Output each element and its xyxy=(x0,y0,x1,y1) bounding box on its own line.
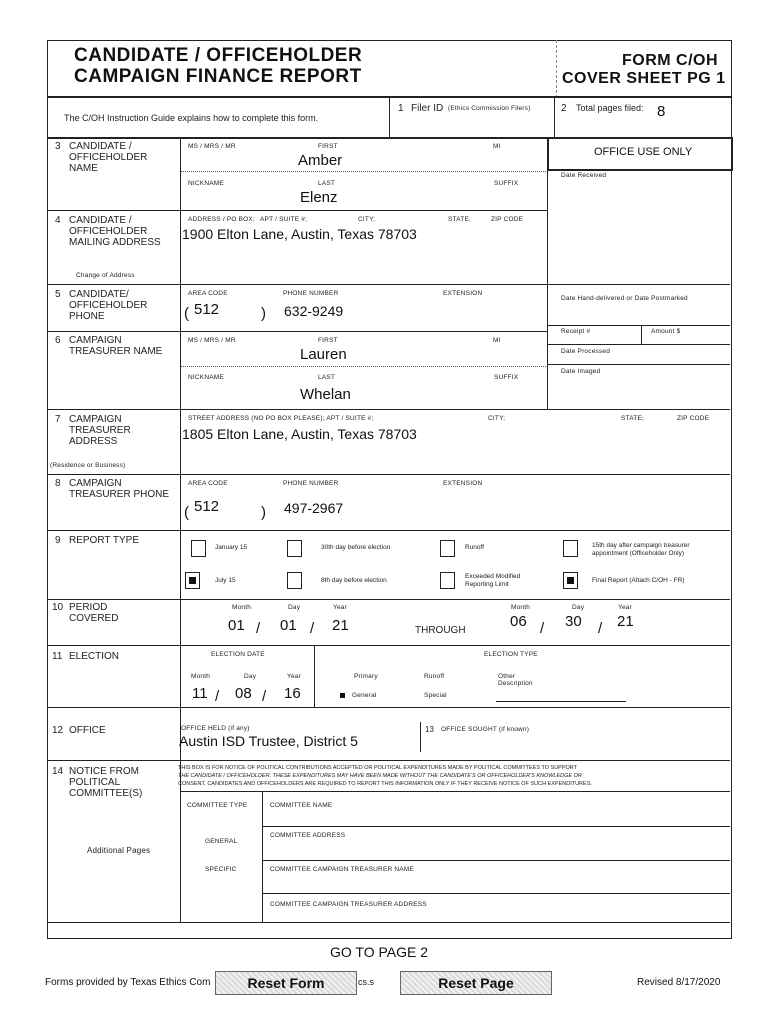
section-8-number: 8 xyxy=(55,478,61,489)
report-type-checkbox-0[interactable] xyxy=(191,540,206,557)
notice-line-2: THE CANDIDATE / OFFICEHOLDER. THESE EXPENDITURES MAY HAVE BEEN MADE WITHOUT THE CANDIDATE'S OR OFFICEHOLDER'S KNOWLEDGE OR xyxy=(178,773,582,779)
treas-first-name[interactable]: Lauren xyxy=(300,346,347,363)
cand-extension-label: EXTENSION xyxy=(443,290,483,297)
cand-mi-label: MI xyxy=(493,143,501,150)
cand-phone-label: PHONE NUMBER xyxy=(283,290,339,297)
election-sep-1: / xyxy=(215,688,220,705)
filer-id-number: 1 xyxy=(398,103,404,114)
report-type-checkbox-6[interactable] xyxy=(440,572,455,589)
election-sep-2: / xyxy=(262,688,267,705)
from-day[interactable]: 01 xyxy=(280,617,297,634)
report-type-checkbox-7[interactable] xyxy=(563,572,578,589)
section-9-number: 9 xyxy=(55,535,61,546)
treas-prefix-label: MS / MRS / MR xyxy=(188,337,236,344)
treas-suffix-label: SUFFIX xyxy=(494,374,519,381)
report-type-checkbox-1[interactable] xyxy=(287,540,302,557)
notice-line-3: CONSENT. CANDIDATES AND OFFICEHOLDERS ARE REQUIRED TO REPORT THIS INFORMATION ONLY IF THEY RECEIVE NOTICE OF SUCH EXPENDITURES. xyxy=(178,781,592,787)
committee-address-label: COMMITTEE ADDRESS xyxy=(270,832,346,839)
treas-zip-label: ZIP CODE xyxy=(677,415,710,422)
to-month-label: Month xyxy=(511,604,531,611)
office-use-title: OFFICE USE ONLY xyxy=(594,146,693,158)
additional-pages: Additional Pages xyxy=(87,846,151,855)
office-date-received: Date Received xyxy=(561,172,607,179)
cand-apt-label: APT / SUITE #; xyxy=(260,216,308,223)
from-month[interactable]: 01 xyxy=(228,617,245,634)
cand-mailing-address[interactable]: 1900 Elton Lane, Austin, Texas 78703 xyxy=(182,226,417,242)
from-month-label: Month xyxy=(232,604,252,611)
committee-type-label: COMMITTEE TYPE xyxy=(187,802,248,809)
cand-last-label: LAST xyxy=(318,180,336,187)
section-6-number: 6 xyxy=(55,335,61,346)
treas-phone-number[interactable]: 497-2967 xyxy=(284,500,344,516)
to-sep-2: / xyxy=(598,620,603,637)
section-10-number: 10 xyxy=(52,602,64,613)
section-7-number: 7 xyxy=(55,414,61,425)
treas-address[interactable]: 1805 Elton Lane, Austin, Texas 78703 xyxy=(182,426,417,442)
election-other[interactable]: Other xyxy=(498,673,516,680)
to-day[interactable]: 30 xyxy=(565,613,582,630)
go-to-page-2[interactable]: GO TO PAGE 2 xyxy=(330,944,429,960)
filer-id-label: Filer ID xyxy=(411,103,444,114)
section-10-label: PERIOD COVERED xyxy=(69,602,119,624)
report-type-label-5: 8th day before election xyxy=(321,577,387,584)
committee-specific[interactable]: SPECIFIC xyxy=(205,866,237,873)
general-checkbox-filled[interactable] xyxy=(340,693,345,698)
report-type-label-2: Runoff xyxy=(465,544,485,551)
change-of-address[interactable]: Change of Address xyxy=(76,272,135,279)
section-3-label: CANDIDATE / OFFICEHOLDER NAME xyxy=(69,141,148,174)
report-type-checkbox-5[interactable] xyxy=(287,572,302,589)
report-type-label-4: July 15 xyxy=(215,577,236,584)
filer-id-input[interactable] xyxy=(400,118,548,134)
section-12-label: OFFICE xyxy=(69,725,106,736)
to-year[interactable]: 21 xyxy=(617,613,634,630)
from-day-label: Day xyxy=(288,604,301,611)
committee-treasurer-address-label: COMMITTEE CAMPAIGN TREASURER ADDRESS xyxy=(270,901,427,908)
cand-city-label: CITY; xyxy=(358,216,376,223)
report-type-checkbox-2[interactable] xyxy=(440,540,455,557)
election-primary[interactable]: Primary xyxy=(354,673,378,680)
section-14-number: 14 xyxy=(52,766,64,777)
committee-general[interactable]: GENERAL xyxy=(205,838,238,845)
office-date-processed: Date Processed xyxy=(561,348,611,355)
office-amount: Amount $ xyxy=(651,328,681,335)
treas-area-code[interactable]: 512 xyxy=(194,498,220,515)
committee-name-label: COMMITTEE NAME xyxy=(270,802,333,809)
report-type-label-3: 15th day after campaign treasurer appointment (Officeholder Only) xyxy=(592,542,690,557)
section-9-label: REPORT TYPE xyxy=(69,535,140,546)
treas-city-label: CITY; xyxy=(488,415,506,422)
treas-street-label: STREET ADDRESS (NO PO BOX PLEASE); APT / SUITE #; xyxy=(188,415,374,422)
office-held[interactable]: Austin ISD Trustee, District 5 xyxy=(179,733,358,749)
report-type-checkbox-3[interactable] xyxy=(563,540,578,557)
from-sep-2: / xyxy=(310,620,315,637)
section-13-number: 13 xyxy=(425,725,434,734)
instruction-text: The C/OH Instruction Guide explains how to complete this form. xyxy=(64,113,319,123)
treas-area-code-close: ) xyxy=(261,504,266,521)
election-general: General xyxy=(352,692,377,699)
form-title-line1: CANDIDATE / OFFICEHOLDER xyxy=(74,45,363,66)
form-page: COVER SHEET PG 1 xyxy=(562,70,726,87)
office-held-label: OFFICE HELD (if any) xyxy=(181,725,250,732)
office-date-imaged: Date Imaged xyxy=(561,368,601,375)
office-date-hand-delivered: Date Hand-delivered or Date Postmarked xyxy=(561,295,688,302)
treas-state-label: STATE; xyxy=(621,415,644,422)
cand-first-label: FIRST xyxy=(318,143,338,150)
from-year-label: Year xyxy=(333,604,347,611)
section-5-number: 5 xyxy=(55,289,61,300)
section-14-label: NOTICE FROM POLITICAL COMMITTEE(S) xyxy=(69,766,143,799)
report-type-label-1: 30th day before election xyxy=(321,544,391,551)
cand-area-code-label: AREA CODE xyxy=(188,290,228,297)
election-date-label: ELECTION DATE xyxy=(211,651,265,658)
revised-date: Revised 8/17/2020 xyxy=(637,977,721,988)
cand-suffix-label: SUFFIX xyxy=(494,180,519,187)
total-pages-number: 2 xyxy=(561,103,567,114)
office-sought-label: OFFICE SOUGHT (if known) xyxy=(441,726,530,733)
section-4-number: 4 xyxy=(55,215,61,226)
from-sep-1: / xyxy=(256,620,261,637)
section-4-label: CANDIDATE / OFFICEHOLDER MAILING ADDRESS xyxy=(69,215,161,248)
committee-treasurer-name-label: COMMITTEE CAMPAIGN TREASURER NAME xyxy=(270,866,414,873)
section-11-label: ELECTION xyxy=(69,651,120,662)
treas-area-code-label: AREA CODE xyxy=(188,480,228,487)
reset-form-button[interactable]: Reset Form xyxy=(215,971,357,995)
election-runoff[interactable]: Runoff xyxy=(424,673,445,680)
to-sep-1: / xyxy=(540,620,545,637)
cand-address-label: ADDRESS / PO BOX; xyxy=(188,216,255,223)
office-sought-input[interactable] xyxy=(425,735,725,751)
cand-state-label: STATE; xyxy=(448,216,471,223)
filer-id-note: (Ethics Commission Filers) xyxy=(448,105,531,112)
section-11-number: 11 xyxy=(52,651,63,662)
to-month[interactable]: 06 xyxy=(510,613,527,630)
treas-last-label: LAST xyxy=(318,374,336,381)
treas-last-name[interactable]: Whelan xyxy=(300,386,351,403)
footer-cs-text: cs.s xyxy=(358,977,375,987)
cand-area-code[interactable]: 512 xyxy=(194,301,220,318)
report-type-label-6: Exceeded Modified Reporting Limit xyxy=(465,573,521,588)
report-type-label-7: Final Report (Attach C/OH - FR) xyxy=(592,577,685,584)
form-title-line2: CAMPAIGN FINANCE REPORT xyxy=(74,66,362,87)
election-month-label: Month xyxy=(191,673,211,680)
treas-phone-label: PHONE NUMBER xyxy=(283,480,339,487)
cand-nickname-label: NICKNAME xyxy=(188,180,224,187)
section-7-note: (Residence or Business) xyxy=(50,462,126,469)
section-5-label: CANDIDATE/ OFFICEHOLDER PHONE xyxy=(69,289,148,322)
treas-nickname-label: NICKNAME xyxy=(188,374,224,381)
cand-zip-label: ZIP CODE xyxy=(491,216,524,223)
election-type-label: ELECTION TYPE xyxy=(484,651,538,658)
cand-area-code-close: ) xyxy=(261,305,266,322)
cand-last-name[interactable]: Elenz xyxy=(300,189,338,206)
section-3-number: 3 xyxy=(55,141,61,152)
section-8-label: CAMPAIGN TREASURER PHONE xyxy=(69,478,170,500)
total-pages-value[interactable]: 8 xyxy=(657,103,666,120)
section-6-label: CAMPAIGN TREASURER NAME xyxy=(69,335,163,357)
through-label: THROUGH xyxy=(415,625,466,636)
election-year[interactable]: 16 xyxy=(284,685,301,702)
treas-first-label: FIRST xyxy=(318,337,338,344)
section-12-number: 12 xyxy=(52,725,64,736)
cand-first-name[interactable]: Amber xyxy=(298,152,343,169)
cand-prefix-label: MS / MRS / MR xyxy=(188,143,236,150)
report-type-checkbox-4[interactable] xyxy=(185,572,200,589)
cand-area-code-open: ( xyxy=(184,305,189,322)
cand-phone-number[interactable]: 632-9249 xyxy=(284,303,344,319)
report-type-label-0: January 15 xyxy=(215,544,248,551)
to-year-label: Year xyxy=(618,604,632,611)
election-year-label: Year xyxy=(287,673,301,680)
election-special[interactable]: Special xyxy=(424,692,447,699)
form-code: FORM C/OH xyxy=(622,52,719,69)
notice-line-1: THIS BOX IS FOR NOTICE OF POLITICAL CONTRIBUTIONS ACCEPTED OR POLITICAL EXPENDITURES MADE BY POLITICAL COMMITTEES TO SUPPORT xyxy=(178,765,578,771)
treas-mi-label: MI xyxy=(493,337,501,344)
total-pages-label: Total pages filed: xyxy=(576,103,644,113)
section-7-label: CAMPAIGN TREASURER ADDRESS xyxy=(69,414,131,447)
reset-page-button[interactable]: Reset Page xyxy=(400,971,552,995)
treas-extension-label: EXTENSION xyxy=(443,480,483,487)
to-day-label: Day xyxy=(572,604,585,611)
from-year[interactable]: 21 xyxy=(332,617,349,634)
election-day[interactable]: 08 xyxy=(235,685,252,702)
election-day-label: Day xyxy=(244,673,257,680)
election-month[interactable]: 11 xyxy=(192,685,208,702)
election-description: Description xyxy=(498,680,533,687)
treas-area-code-open: ( xyxy=(184,504,189,521)
forms-provided-text: Forms provided by Texas Ethics Com xyxy=(45,977,211,988)
office-receipt: Receipt # xyxy=(561,328,591,335)
